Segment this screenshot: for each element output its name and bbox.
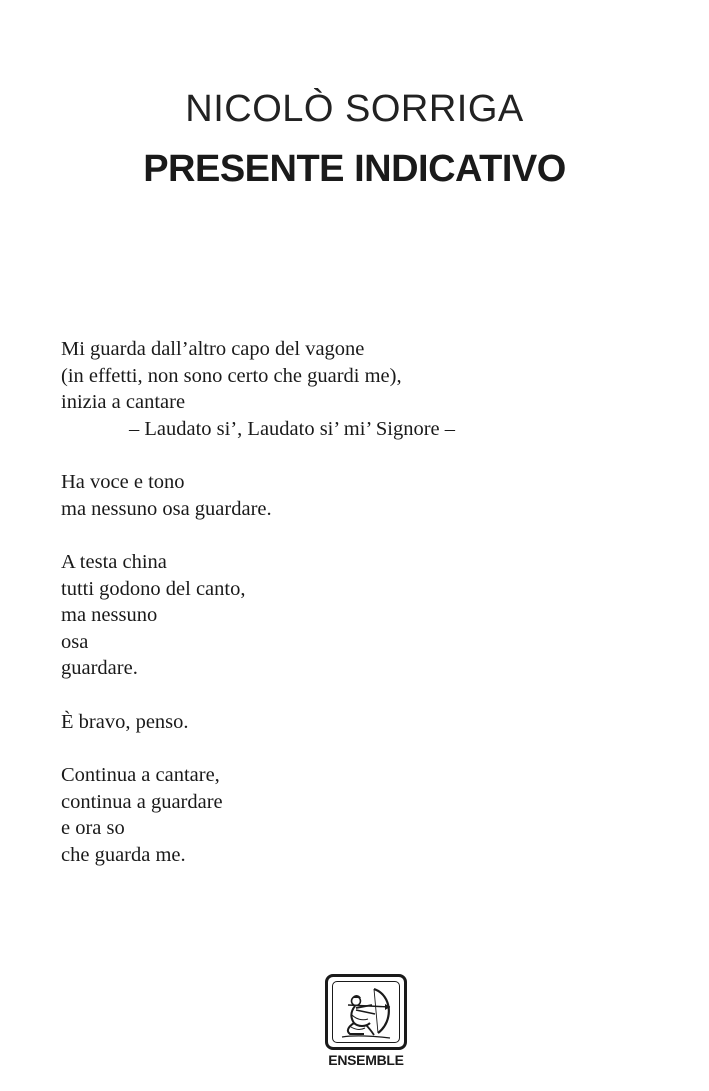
poem-line: ma nessuno	[61, 604, 158, 626]
poem-line: Ha voce e tono	[61, 471, 185, 493]
poem-line: continua a guardare	[61, 790, 223, 813]
poem-line: tutti godono del canto,	[61, 577, 246, 600]
poem-line: osa	[61, 630, 89, 653]
poem-line: ma nessuno osa guardare.	[61, 497, 272, 520]
poem-line: Continua a cantare,	[61, 764, 220, 786]
poem-title: PRESENTE INDICATIVO	[143, 148, 566, 190]
poem-line: inizia a cantare	[61, 391, 186, 413]
publisher-logo	[325, 974, 407, 1050]
poem-body	[61, 336, 661, 895]
poem-stanza	[61, 469, 661, 522]
poem-line: È bravo, penso.	[61, 710, 189, 733]
poem-line: guardare.	[61, 657, 138, 679]
poem-stanza	[61, 709, 661, 736]
poem-line: Mi guarda dall’altro capo del vagone	[61, 338, 365, 360]
poem-stanza	[61, 549, 661, 682]
poem-line: che guarda me.	[61, 843, 186, 866]
poem-line: e ora so	[61, 817, 125, 839]
archer-logo-icon	[334, 981, 398, 1043]
poem-stanza	[61, 336, 661, 442]
author-name: NICOLÒ SORRIGA	[185, 88, 524, 130]
poem-stanza	[61, 762, 661, 868]
poem-line: A testa china	[61, 551, 167, 573]
publisher-name: ENSEMBLE	[328, 1052, 404, 1068]
poem-line: – Laudato si’, Laudato si’ mi’ Signore –	[129, 417, 456, 440]
poem-line: (in effetti, non sono certo che guardi me),	[61, 364, 402, 387]
